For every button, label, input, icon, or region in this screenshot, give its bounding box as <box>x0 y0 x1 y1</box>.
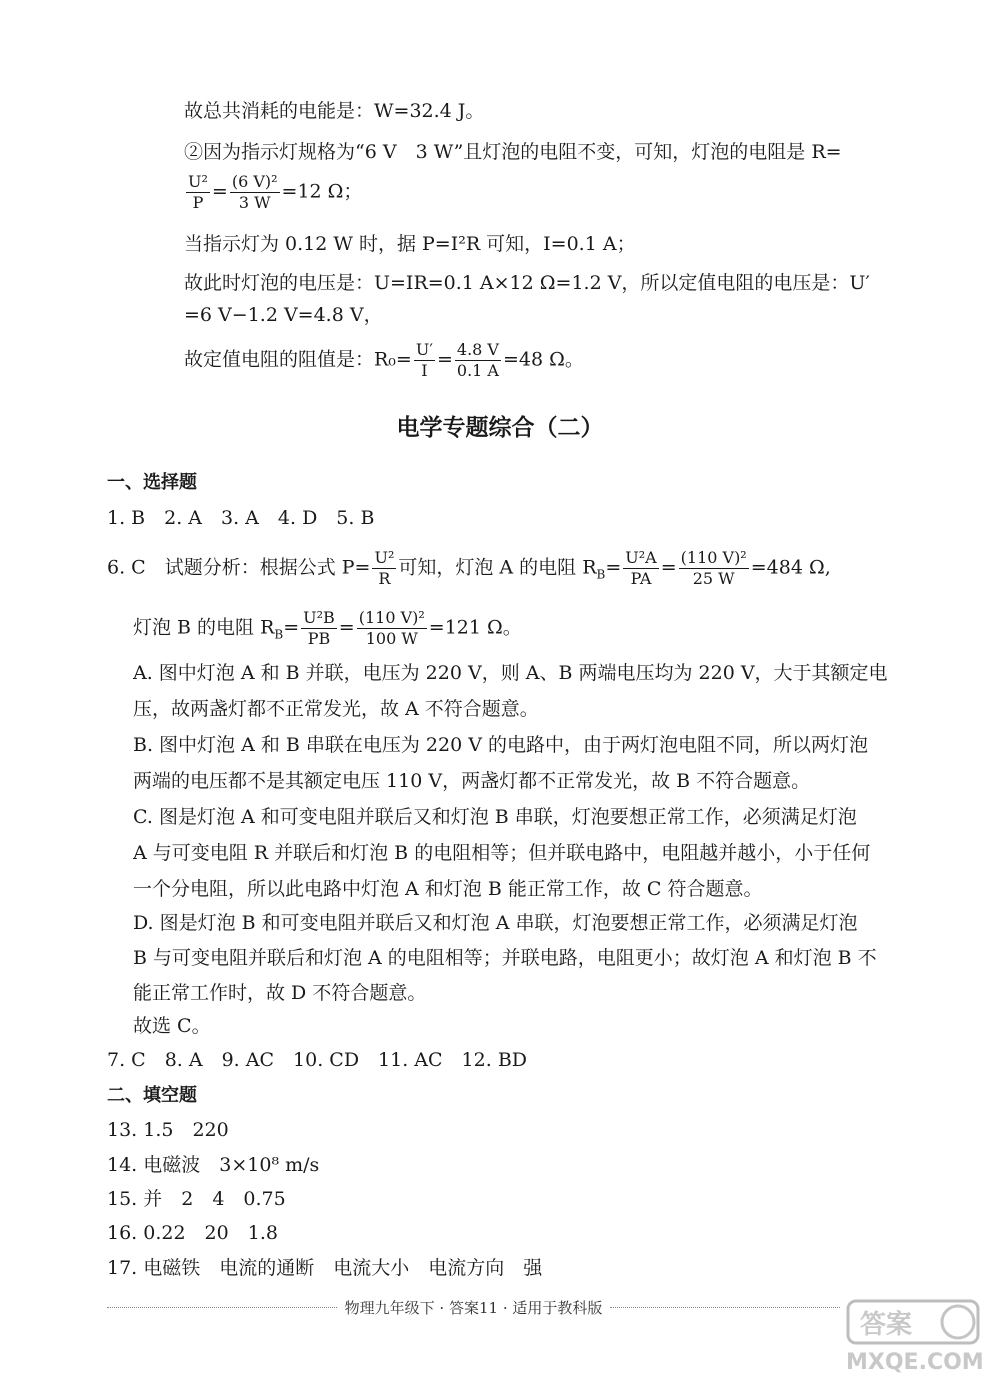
fraction: $\frac{\text{U²B}}{PB}$ <box>303 608 335 648</box>
text-line: 当指示灯为 0.12 W 时，据 P=I²R 可知，I=0.1 A； <box>184 233 636 255</box>
text-line: 两端的电压都不是其额定电压 110 V，两盏灯都不正常发光，故 B 不符合题意。 <box>133 770 811 792</box>
formula-line: $\frac{\text{U²}}{P}$ = $\frac{\text{(6 V)²}}{3 W}$ =12 Ω； <box>188 172 363 212</box>
answer-line: 6. C 试题分析：根据公式 P= $\frac{\text{U²}}{R}$ 可知，灯泡 A 的电阻 $R_B=$ $\frac{\text{U²A}}{PA}$ = $\frac{\text{(110 V)²}}{25 W}$ =484 Ω, <box>107 548 831 588</box>
section-title: 电学专题综合（二） <box>396 415 604 441</box>
svg-text:答案: 答案 <box>860 1310 913 1340</box>
svg-text:MXQE.COM: MXQE.COM <box>846 1350 984 1375</box>
answer-line: 1. B 2. A 3. A 4. D 5. B <box>107 507 375 529</box>
text-line: A. 图中灯泡 A 和 B 并联，电压为 220 V，则 A、B 两端电压均为 220 V，大于其额定电 <box>133 662 888 684</box>
watermark-logo <box>840 1295 990 1379</box>
text-line: ②因为指示灯规格为“6 V 3 W”且灯泡的电阻不变，可知，灯泡的电阻是 R= <box>184 141 842 163</box>
answer-line: 17. 电磁铁 电流的通断 电流大小 电流方向 强 <box>107 1257 543 1279</box>
page-footer <box>107 1297 840 1318</box>
answer-line: 15. 并 2 4 0.75 <box>107 1188 286 1210</box>
text-line: C. 图是灯泡 A 和可变电阻并联后又和灯泡 B 串联，灯泡要想正常工作，必须满足灯泡 <box>133 806 857 828</box>
text-line: B 与可变电阻并联后和灯泡 A 的电阻相等；并联电路，电阻更小；故灯泡 A 和灯泡 B 不 <box>133 947 877 969</box>
fraction: $\frac{\text{(110 V)²}}{25 W}$ <box>680 548 747 588</box>
text-line: A 与可变电阻 R 并联后和灯泡 B 的电阻相等；但并联电路中，电阻越并越小，小于任何 <box>133 842 871 864</box>
footer-text: 物理九年级下 · 答案11 · 适用于教科版 <box>344 1299 603 1317</box>
text-line: 故此时灯泡的电压是：U=IR=0.1 A×12 Ω=1.2 V，所以定值电阻的电压是：U′ <box>184 272 870 294</box>
footer-rule <box>610 1307 840 1308</box>
answer-line: 7. C 8. A 9. AC 10. CD 11. AC 12. BD <box>107 1049 528 1071</box>
fraction: $\frac{\text{U²}}{P}$ <box>188 172 208 212</box>
answer-line: 14. 电磁波 3×10⁸ m/s <box>107 1154 320 1176</box>
section-heading: 二、填空题 <box>107 1085 197 1106</box>
fraction: $\frac{\text{U²}}{R}$ <box>374 548 395 588</box>
text-line: B. 图中灯泡 A 和 B 串联在电压为 220 V 的电路中，由于两灯泡电阻不同，所以两灯泡 <box>133 734 868 756</box>
fraction: $\frac{\text{U²A}}{PA}$ <box>625 548 657 588</box>
section-heading: 一、选择题 <box>107 472 197 493</box>
fraction: $\frac{U'}{I}$ <box>415 340 433 380</box>
text-line: 压，故两盏灯都不正常发光，故 A 不符合题意。 <box>133 698 539 720</box>
text-line: D. 图是灯泡 B 和可变电阻并联后又和灯泡 A 串联，灯泡要想正常工作，必须满足灯泡 <box>133 912 858 934</box>
text-line: =6 V−1.2 V=4.8 V， <box>184 304 383 326</box>
answer-line: 灯泡 B 的电阻 $R_B=$ $\frac{\text{U²B}}{PB}$ = $\frac{\text{(110 V)²}}{100 W}$ =121 Ω。 <box>133 608 522 648</box>
fraction: $\frac{\text{(110 V)²}}{100 W}$ <box>358 608 425 648</box>
text-line: 一个分电阻，所以此电路中灯泡 A 和灯泡 B 能正常工作，故 C 符合题意。 <box>133 878 763 900</box>
fraction: $\frac{4.8 V}{0.1 A}$ <box>456 340 499 380</box>
formula-line: 故定值电阻的阻值是：R₀= $\frac{U'}{I}$ = $\frac{4.8 V}{0.1 A}$ =48 Ω。 <box>184 340 584 380</box>
text-line: 故总共消耗的电能是：W=32.4 J。 <box>184 100 485 122</box>
answer-line: 13. 1.5 220 <box>107 1119 229 1141</box>
text-line: 能正常工作时，故 D 不符合题意。 <box>133 982 427 1004</box>
text-line: 故选 C。 <box>133 1015 211 1037</box>
fraction: $\frac{\text{(6 V)²}}{3 W}$ <box>231 172 278 212</box>
footer-rule <box>107 1307 337 1308</box>
answer-line: 16. 0.22 20 1.8 <box>107 1222 278 1244</box>
